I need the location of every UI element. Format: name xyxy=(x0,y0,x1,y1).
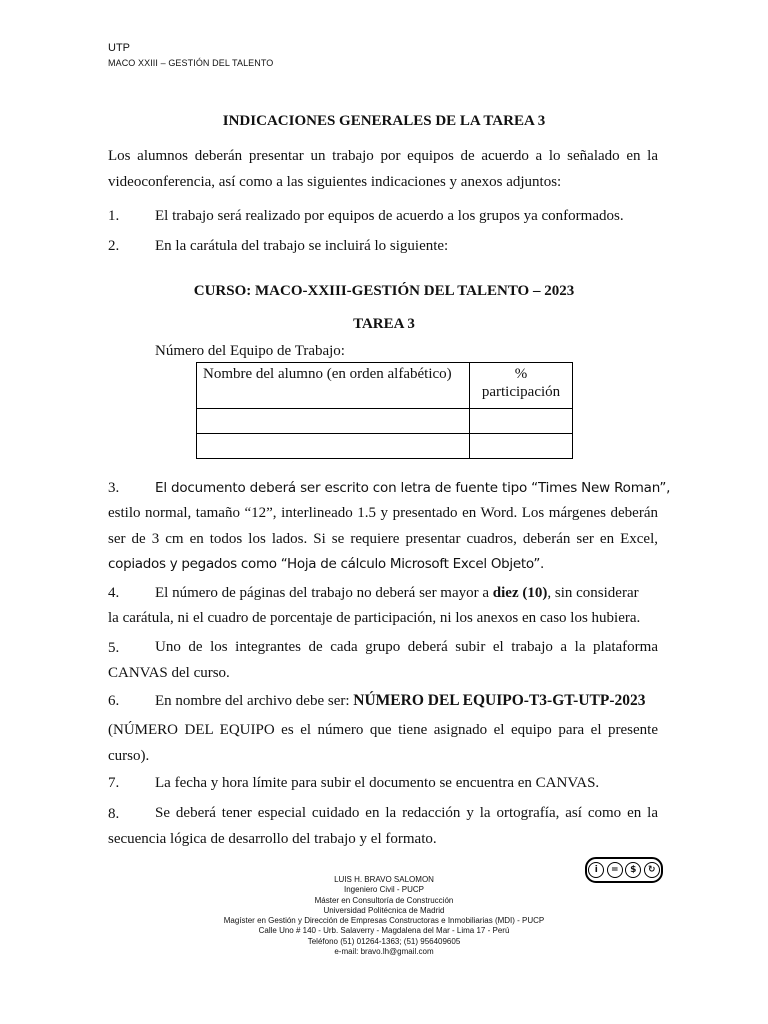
page-title: INDICACIONES GENERALES DE LA TAREA 3 xyxy=(222,113,546,129)
item-7-line-1: La fecha y hora límite para subir el documento se encuentra en CANVAS. xyxy=(155,775,600,791)
footer-line-1: Ingeniero Civil - PUCP xyxy=(343,885,425,895)
item-8-line-2: secuencia lógica de desarrollo del trabajo y el formato. xyxy=(108,831,437,847)
item-5-line-1: Uno de los integrantes de cada grupo deberá subir el trabajo a la plataforma xyxy=(155,639,658,655)
item-4-line-1c: , sin considerar xyxy=(547,585,639,601)
item-6-number: 6. xyxy=(108,693,120,709)
item-6-line-3: curso). xyxy=(108,748,150,764)
item-4-number: 4. xyxy=(108,585,120,601)
table-cell-empty xyxy=(470,434,573,459)
item-4-line-1 xyxy=(155,580,639,606)
table-cell-empty xyxy=(197,434,470,459)
item-6-line-1a: En nombre del archivo debe ser: xyxy=(155,693,354,709)
cc-nc-icon: $ xyxy=(625,862,641,878)
item-2-text: En la carátula del trabajo se incluirá lo siguiente: xyxy=(155,238,449,254)
cc-by-icon: i xyxy=(588,862,604,878)
cover-course-line: CURSO: MACO-XXIII-GESTIÓN DEL TALENTO – 2023 xyxy=(193,283,575,299)
footer-line-3: Universidad Politécnica de Madrid xyxy=(323,905,445,915)
item-4-line-1a: El número de páginas del trabajo no deberá ser mayor a xyxy=(155,585,493,601)
table-header-percent xyxy=(470,363,573,409)
item-1-number: 1. xyxy=(108,208,120,224)
item-5-line-2: CANVAS del curso. xyxy=(108,665,230,681)
item-8-line-1: Se deberá tener especial cuidado en la redacción y la ortografía, así como en la xyxy=(155,805,658,821)
header-org: UTP xyxy=(108,42,130,54)
footer-line-5: Calle Uno # 140 - Urb. Salaverry - Magdalena del Mar - Lima 17 - Perú xyxy=(258,926,510,936)
cc-sa-icon: ↻ xyxy=(644,862,660,878)
table-header-percent-text: % participación xyxy=(481,366,561,400)
item-3-line-1: El documento deberá ser escrito con letra de fuente tipo “Times New Roman”, xyxy=(155,480,671,496)
table-cell-empty xyxy=(197,409,470,434)
item-4-line-2: la carátula, ni el cuadro de porcentaje de participación, ni los anexos en caso los hubiera. xyxy=(108,610,641,626)
item-3-line-4: copiados y pegados como “Hoja de cálculo Microsoft Excel Objeto”. xyxy=(108,556,545,572)
header-course: MACO XXIII – GESTIÓN DEL TALENTO xyxy=(108,58,274,68)
intro-line-1: Los alumnos deberán presentar un trabajo por equipos de acuerdo a lo señalado en la xyxy=(108,148,658,164)
item-8-number: 8. xyxy=(108,806,120,822)
table-header-name xyxy=(197,363,470,409)
item-2-number: 2. xyxy=(108,238,120,254)
item-6-filename: NÚMERO DEL EQUIPO-T3-GT-UTP-2023 xyxy=(353,692,646,709)
cc-equals-icon: = xyxy=(607,862,623,878)
footer-name: LUIS H. BRAVO SALOMON xyxy=(334,875,434,884)
item-3-number: 3. xyxy=(108,480,120,496)
item-4-emphasis: diez (10) xyxy=(492,585,548,601)
cover-task-line: TAREA 3 xyxy=(353,316,415,332)
item-7-number: 7. xyxy=(108,775,120,791)
footer-line-6: Teléfono (51) 01264-1363; (51) 956409605 xyxy=(307,936,461,946)
table-header-name-text: Nombre del alumno (en orden alfabético) xyxy=(203,366,452,382)
team-number-label: Número del Equipo de Trabajo: xyxy=(155,343,345,359)
participation-table xyxy=(196,362,573,459)
footer xyxy=(0,875,768,957)
footer-line-2: Máster en Consultoría de Construcción xyxy=(314,895,454,905)
item-6-line-2: (NÚMERO DEL EQUIPO es el número que tiene asignado el equipo para el presente xyxy=(108,722,658,738)
item-3-line-2: estilo normal, tamaño “12”, interlineado 1.5 y presentado en Word. Los márgenes deberán xyxy=(108,505,658,521)
item-1-text: El trabajo será realizado por equipos de acuerdo a los grupos ya conformados. xyxy=(155,208,624,224)
item-5-number: 5. xyxy=(108,640,120,656)
footer-email: e-mail: bravo.lh@gmail.com xyxy=(334,947,434,957)
intro-line-2: videoconferencia, así como a las siguientes indicaciones y anexos adjuntos: xyxy=(108,174,562,190)
footer-line-4: Magíster en Gestión y Dirección de Empresas Constructoras e Inmobiliarias (MDI) - PUCP xyxy=(223,916,545,926)
table-cell-empty xyxy=(470,409,573,434)
item-6-line-1 xyxy=(155,688,646,714)
item-3-line-3: ser de 3 cm en todos los lados. Si se requiere presentar cuadros, deberán ser en Excel, xyxy=(108,531,658,547)
